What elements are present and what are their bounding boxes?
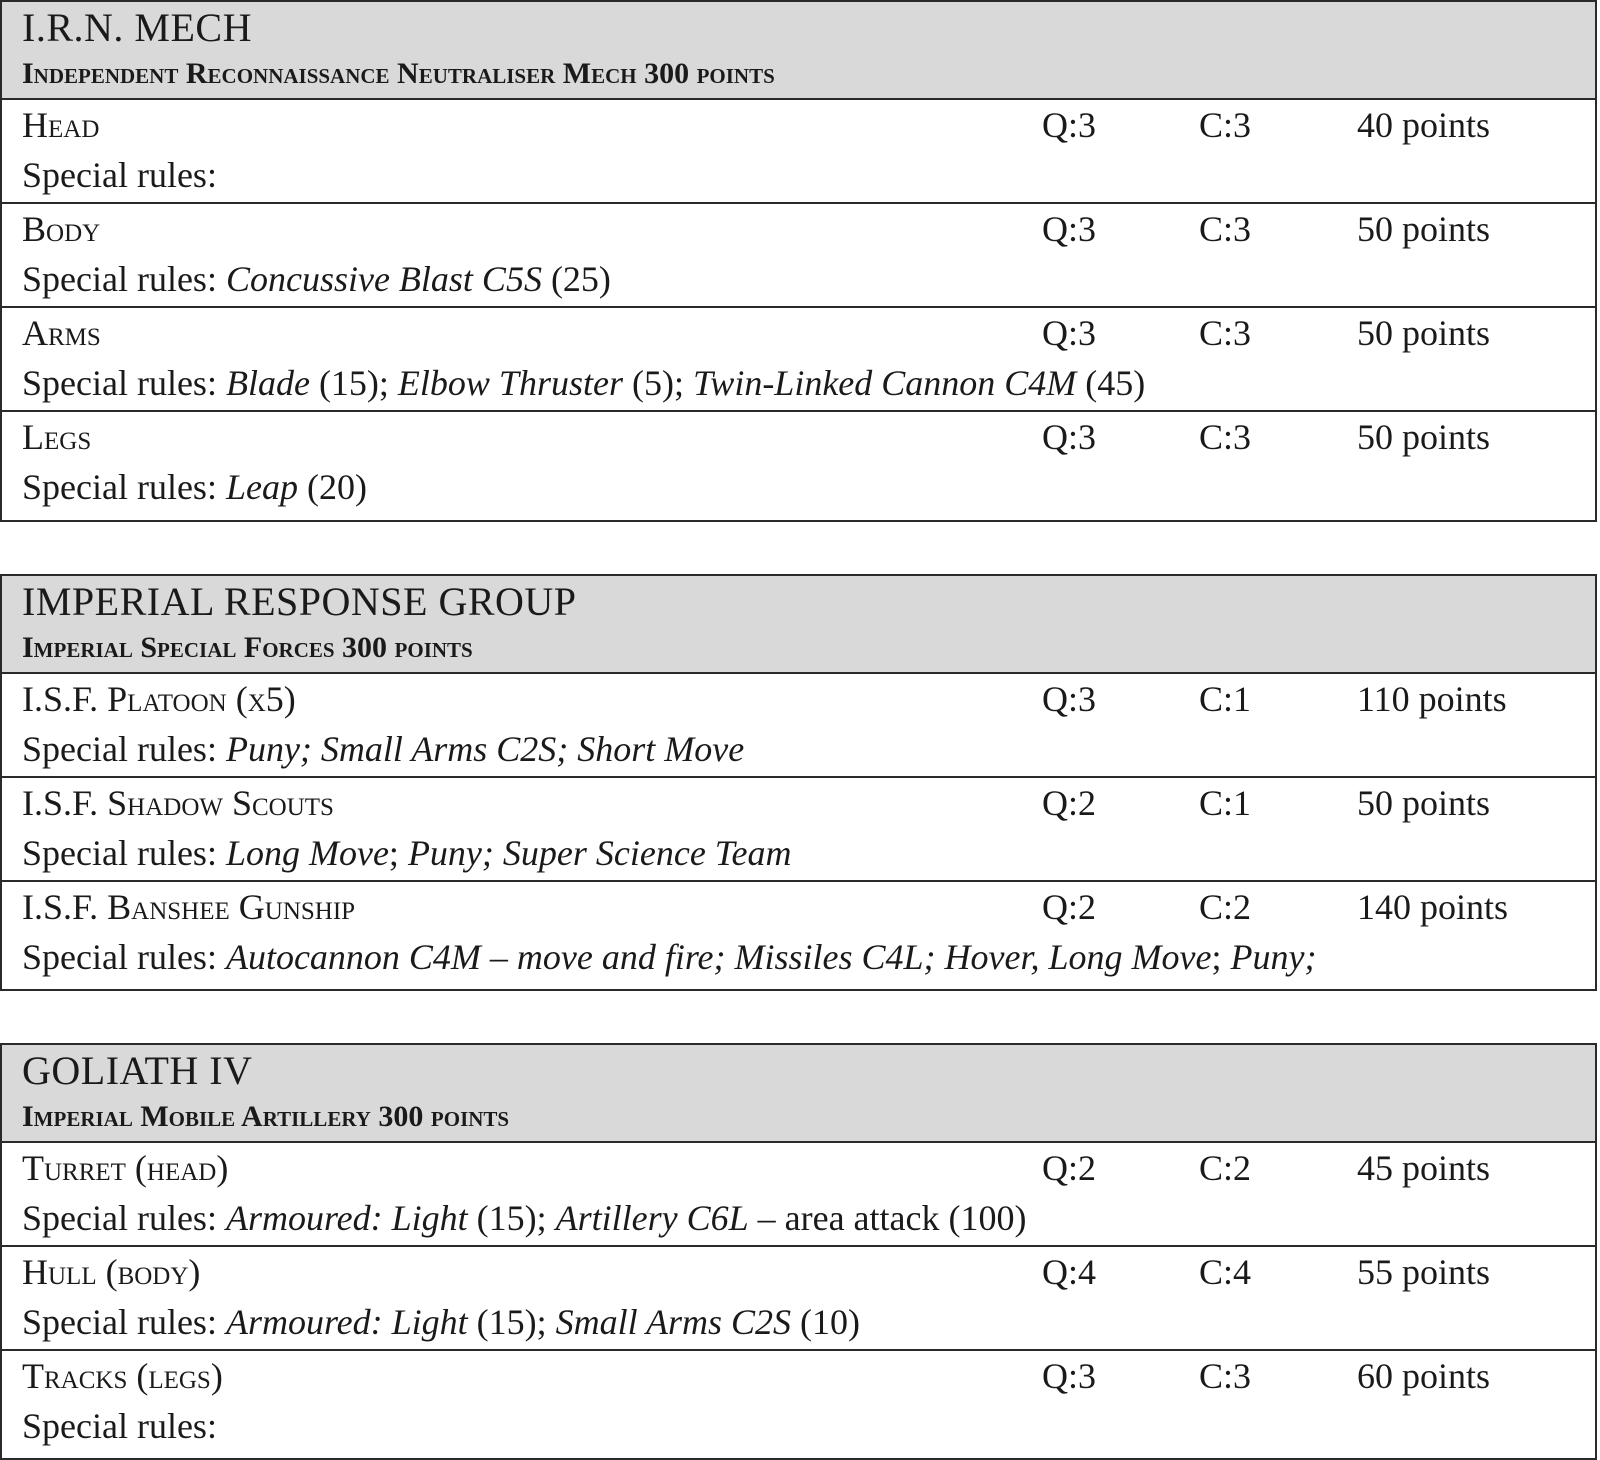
quality-stat: Q:3 bbox=[1042, 105, 1096, 145]
quality-stat: Q:2 bbox=[1042, 1148, 1096, 1188]
rule-name: Autocannon C4M – move and fire; Missiles C4L; Hover, Long Move bbox=[225, 937, 1212, 977]
special-rules bbox=[22, 254, 1575, 304]
component-points: 40 points bbox=[1357, 105, 1491, 145]
special-rules-label: Special rules: bbox=[22, 1198, 217, 1238]
component-name: Hull (body) bbox=[22, 1252, 201, 1292]
component-name: I.S.F. Banshee Gunship bbox=[22, 887, 356, 927]
unit-title: GOLIATH IV bbox=[22, 1048, 253, 1093]
special-rules-label: Special rules: bbox=[22, 833, 217, 873]
special-rules bbox=[22, 828, 1575, 878]
component-stats-line bbox=[22, 1351, 1575, 1401]
special-rules bbox=[22, 1401, 1575, 1451]
quality-stat: Q:3 bbox=[1042, 679, 1096, 719]
rule-name: Long Move bbox=[225, 833, 389, 873]
card-header bbox=[2, 2, 1595, 100]
component-name: Tracks (legs) bbox=[22, 1356, 223, 1396]
quality-stat: Q:3 bbox=[1042, 1356, 1096, 1396]
unit-subtitle: Imperial Mobile Artillery 300 points bbox=[22, 1100, 510, 1133]
component-points: 50 points bbox=[1357, 783, 1491, 823]
special-rules bbox=[22, 1297, 1575, 1347]
rule-name: Blade bbox=[225, 363, 310, 403]
special-rules-label: Special rules: bbox=[22, 155, 217, 195]
component-stats-line bbox=[22, 412, 1575, 462]
special-rules-label: Special rules: bbox=[22, 1406, 217, 1446]
unit-subtitle: Imperial Special Forces 300 points bbox=[22, 631, 473, 664]
component-name: Arms bbox=[22, 313, 101, 353]
component-row bbox=[2, 308, 1595, 412]
component-points: 110 points bbox=[1357, 679, 1507, 719]
rule-cost: (5); bbox=[622, 363, 693, 403]
component-row bbox=[2, 1247, 1595, 1351]
component-row bbox=[2, 674, 1595, 778]
component-row bbox=[2, 412, 1595, 516]
component-stats-line bbox=[22, 674, 1575, 724]
rule-cost: ; bbox=[1211, 937, 1231, 977]
component-name: I.S.F. Platoon (x5) bbox=[22, 679, 296, 719]
combat-stat: C:3 bbox=[1199, 105, 1252, 145]
component-points: 55 points bbox=[1357, 1252, 1491, 1292]
quality-stat: Q:3 bbox=[1042, 209, 1096, 249]
rule-cost: (15); bbox=[309, 363, 398, 403]
rule-cost: (15); bbox=[467, 1302, 556, 1342]
rule-cost: (20) bbox=[297, 467, 367, 507]
card-header bbox=[2, 576, 1595, 674]
unit-card bbox=[0, 0, 1597, 522]
component-name: Legs bbox=[22, 417, 92, 457]
unit-card bbox=[0, 574, 1597, 991]
special-rules-label: Special rules: bbox=[22, 259, 217, 299]
rule-cost: (10) bbox=[790, 1302, 860, 1342]
combat-stat: C:4 bbox=[1199, 1252, 1252, 1292]
unit-title: I.R.N. MECH bbox=[22, 5, 252, 50]
rule-name: Puny; bbox=[1230, 937, 1317, 977]
component-stats-line bbox=[22, 308, 1575, 358]
special-rules bbox=[22, 724, 1575, 774]
special-rules-label: Special rules: bbox=[22, 363, 217, 403]
component-row bbox=[2, 100, 1595, 204]
unit-title: IMPERIAL RESPONSE GROUP bbox=[22, 579, 577, 624]
component-points: 45 points bbox=[1357, 1148, 1491, 1188]
component-name: Turret (head) bbox=[22, 1148, 229, 1188]
quality-stat: Q:2 bbox=[1042, 783, 1096, 823]
component-stats-line bbox=[22, 100, 1575, 150]
rule-cost: (25) bbox=[541, 259, 611, 299]
combat-stat: C:1 bbox=[1199, 679, 1252, 719]
component-points: 50 points bbox=[1357, 417, 1491, 457]
combat-stat: C:2 bbox=[1199, 887, 1252, 927]
special-rules-label: Special rules: bbox=[22, 1302, 217, 1342]
special-rules bbox=[22, 358, 1575, 408]
component-points: 60 points bbox=[1357, 1356, 1491, 1396]
combat-stat: C:1 bbox=[1199, 783, 1252, 823]
component-row bbox=[2, 778, 1595, 882]
rule-name: Small Arms C2S bbox=[555, 1302, 791, 1342]
special-rules bbox=[22, 150, 1575, 200]
unit-card bbox=[0, 1043, 1597, 1460]
component-points: 50 points bbox=[1357, 313, 1491, 353]
special-rules-label: Special rules: bbox=[22, 467, 217, 507]
special-rules bbox=[22, 462, 1575, 512]
component-points: 50 points bbox=[1357, 209, 1491, 249]
special-rules-label: Special rules: bbox=[22, 937, 217, 977]
component-name: Head bbox=[22, 105, 100, 145]
quality-stat: Q:4 bbox=[1042, 1252, 1096, 1292]
quality-stat: Q:3 bbox=[1042, 313, 1096, 353]
quality-stat: Q:2 bbox=[1042, 887, 1096, 927]
unit-subtitle: Independent Reconnaissance Neutraliser Mech 300 points bbox=[22, 57, 775, 90]
rule-name: Armoured: Light bbox=[225, 1198, 468, 1238]
rule-name: Elbow Thruster bbox=[397, 363, 623, 403]
special-rules bbox=[22, 932, 1575, 982]
component-row bbox=[2, 882, 1595, 986]
component-row bbox=[2, 1143, 1595, 1247]
combat-stat: C:3 bbox=[1199, 209, 1252, 249]
rule-name: Puny; Small Arms C2S; Short Move bbox=[225, 729, 745, 769]
quality-stat: Q:3 bbox=[1042, 417, 1096, 457]
rule-cost: (15); bbox=[467, 1198, 556, 1238]
component-stats-line bbox=[22, 1247, 1575, 1297]
combat-stat: C:3 bbox=[1199, 313, 1252, 353]
special-rules-label: Special rules: bbox=[22, 729, 217, 769]
combat-stat: C:3 bbox=[1199, 1356, 1252, 1396]
component-stats-line bbox=[22, 882, 1575, 932]
component-row bbox=[2, 1351, 1595, 1455]
rule-cost: ; bbox=[388, 833, 408, 873]
component-stats-line bbox=[22, 204, 1575, 254]
rule-cost: (45) bbox=[1076, 363, 1146, 403]
component-name: I.S.F. Shadow Scouts bbox=[22, 783, 334, 823]
card-header bbox=[2, 1045, 1595, 1143]
rule-name: Puny; Super Science Team bbox=[407, 833, 792, 873]
component-row bbox=[2, 204, 1595, 308]
rule-cost: – area attack (100) bbox=[748, 1198, 1027, 1238]
component-stats-line bbox=[22, 1143, 1575, 1193]
rule-name: Twin-Linked Cannon C4M bbox=[692, 363, 1077, 403]
combat-stat: C:3 bbox=[1199, 417, 1252, 457]
rule-name: Armoured: Light bbox=[225, 1302, 468, 1342]
rule-name: Leap bbox=[225, 467, 298, 507]
rule-name: Artillery C6L bbox=[555, 1198, 749, 1238]
component-stats-line bbox=[22, 778, 1575, 828]
component-name: Body bbox=[22, 209, 101, 249]
rule-name: Concussive Blast C5S bbox=[225, 259, 542, 299]
special-rules bbox=[22, 1193, 1575, 1243]
combat-stat: C:2 bbox=[1199, 1148, 1252, 1188]
component-points: 140 points bbox=[1357, 887, 1509, 927]
